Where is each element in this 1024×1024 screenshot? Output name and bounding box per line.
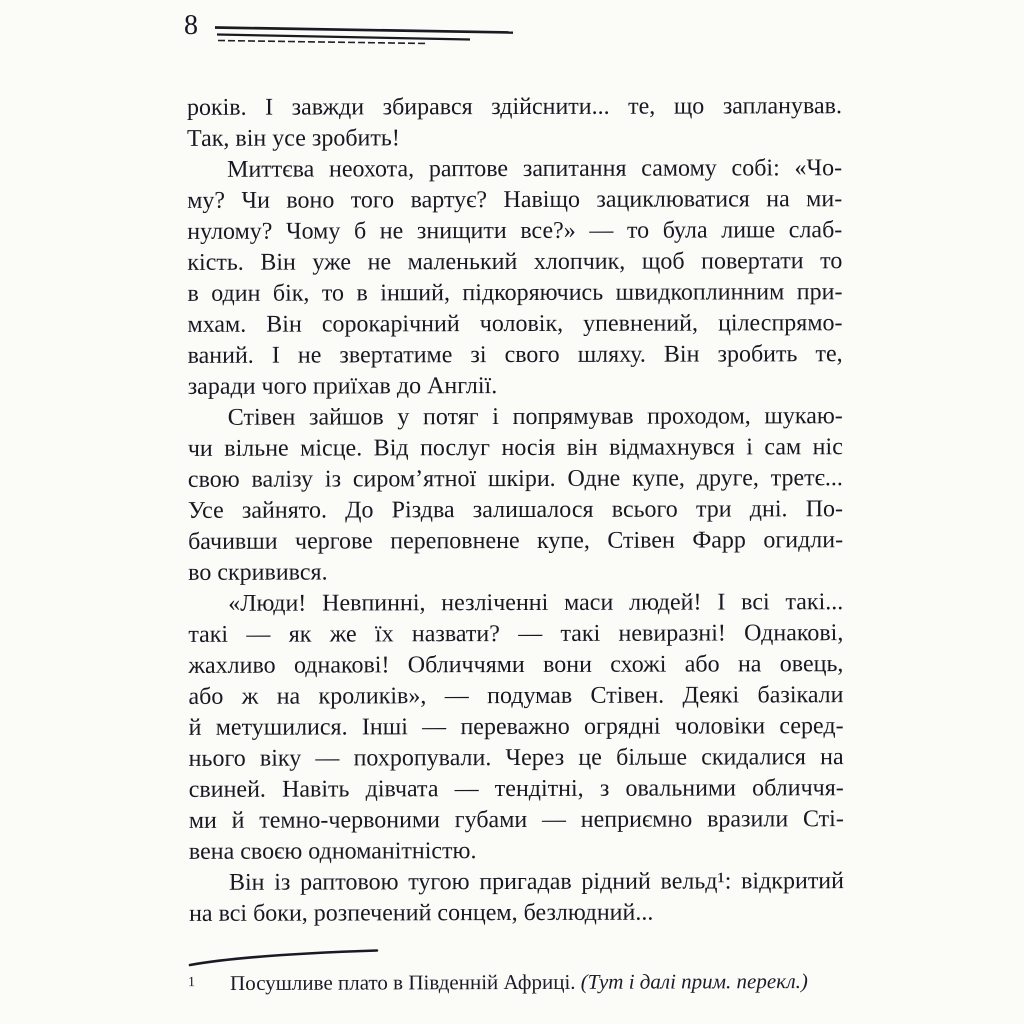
text-line: свою валізу із сиром’ятної шкіри. Одне купе, друге, третє... <box>187 465 843 493</box>
text-line: заради чого приїхав до Англії. <box>187 373 498 400</box>
text-line: Усе зайнято. До Різдва залишалося всього три дні. По- <box>187 496 844 524</box>
text-line: в один бік, то в інший, підкоряючись швидкоплинним при- <box>187 279 843 307</box>
text-line: вена своєю одноманітністю. <box>188 838 477 865</box>
text-line: ваний. І не звертатиме зі свого шляху. Він зробить те, <box>187 341 843 369</box>
text-line: або ж на кроликів», — подумав Стівен. Деякі базікали <box>188 682 844 710</box>
footnote-separator <box>0 0 420 1000</box>
text-line: во скривився. <box>188 559 328 586</box>
text-line: мхам. Він сорокарічний чоловік, упевнений, цілеспрямо- <box>187 310 843 338</box>
footnote-text: Посушливе плато в Південній Африці. <box>229 969 581 996</box>
text-line: бачивши чергове переповнене купе, Стівен Фарр огидли- <box>188 527 844 555</box>
text-line: чи вільне місце. Від послуг носія він відмахнувся і сам ніс <box>187 434 843 462</box>
text-line: нулому? Чому б не знищити все?» — то була лише слаб- <box>187 217 843 245</box>
text-line: ми й темно-червоними губами — неприємно вразили Сті- <box>188 806 844 834</box>
text-line: й метушилися. Інші — переважно огрядні чоловіки серед- <box>188 713 844 741</box>
text-line: «Люди! Невпинні, незліченні маси людей! І всі такі... <box>228 589 844 617</box>
text-line: на всі боки, розпечений сонцем, безлюдний... <box>189 899 654 927</box>
footnote-marker: 1 <box>187 975 196 991</box>
text-line: Так, він усе зробить! <box>186 125 400 152</box>
text-line: жахливо однакові! Обличчями вони схожі або на овець, <box>188 651 844 679</box>
text-line: му? Чи воно того вартує? Навіщо зациклюватися на ми- <box>187 186 843 214</box>
page-number: 8 <box>184 10 199 41</box>
text-line: років. І завжди збирався здійснити... те, що запланував. <box>186 93 842 121</box>
text-line: кість. Він уже не маленький хлопчик, щоб повертати то <box>187 248 843 276</box>
text-line: Стівен зайшов у потяг і попрямував проходом, шукаю- <box>227 403 843 431</box>
text-line: такі — як же їх назвати? — такі невиразні! Однакові, <box>188 620 844 648</box>
footnote <box>188 967 848 997</box>
text-line: Миттєва неохота, раптове запитання самому собі: «Чо- <box>227 155 843 183</box>
text-line: нього віку — похропували. Через це більше скидалися на <box>188 744 844 772</box>
text-line: Він із раптовою тугою пригадав рідний вельд¹: відкритий <box>228 868 845 896</box>
text-line: свиней. Навіть дівчата — тендітні, з овальними обличчя- <box>188 775 844 803</box>
footnote-translator-note: (Тут і далі прим. перекл.) <box>580 968 808 994</box>
